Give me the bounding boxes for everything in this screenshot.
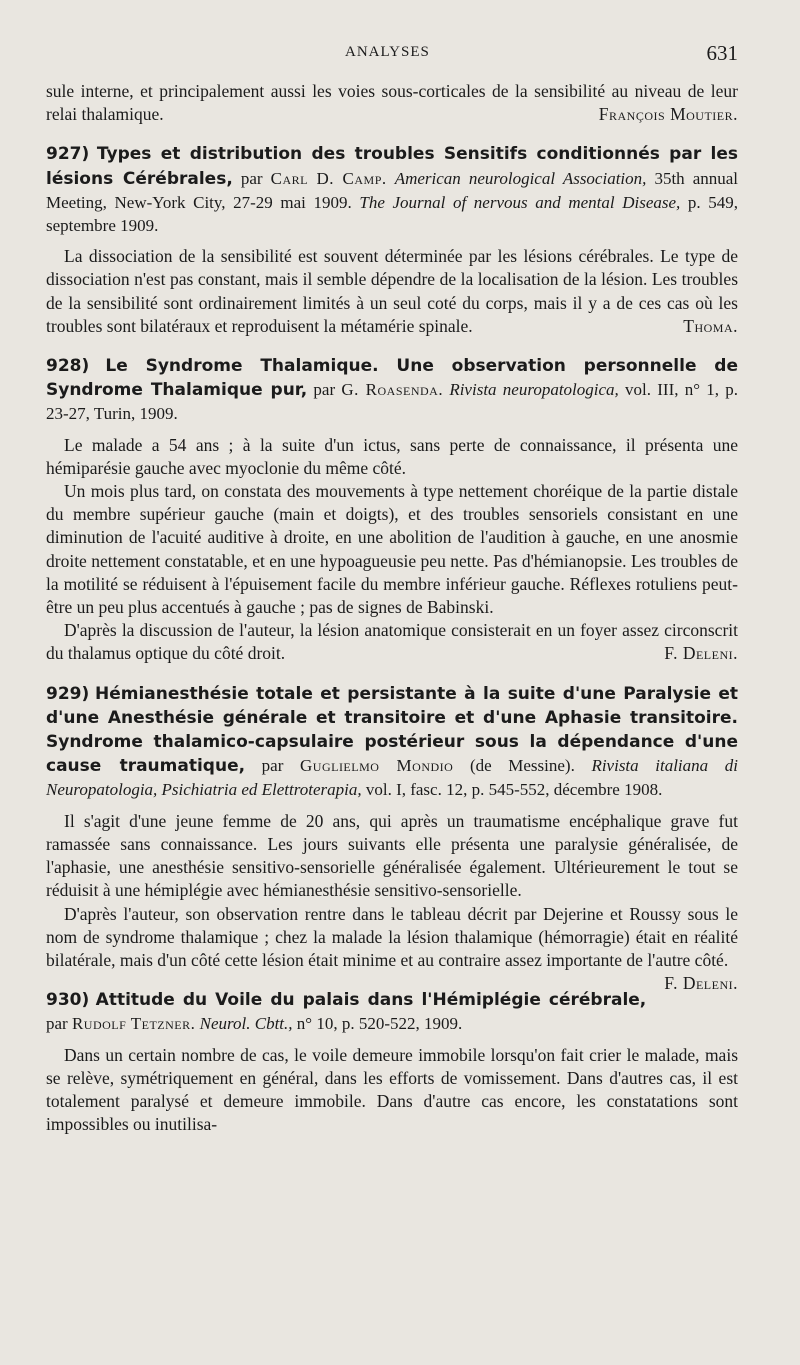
cite-prefix: par [313,380,336,400]
analysis-entry-927 [46,142,738,338]
cite-prefix: par [240,168,263,188]
entry-title: Attitude du Voile du palais dans l'Hémiplégie cérébrale, [95,990,647,1011]
paragraph-text: La dissociation de la sensibilité est souvent déterminée par les lésions cérébrales. Le type de dissociation n'est pas constant, mais il semble dépendre de la localisation de la lésion. Les troubles de la sensibilité sont ordinairement limités à un seul coté du corps, mais il y a de ces cas où les troubles sont bilatéraux et reproduisent la métamérie spinale. [46,246,738,336]
entry-paragraph: Dans un certain nombre de cas, le voile demeure immobile lorsqu'on fait crier le malade, mais se relève, symétriquement en général, dans les efforts de vomissement. Dans d'autres cas, il est totalement paralysé et demeure immobile. Dans d'autre cas encore, les constatations sont impossibles ou inutilisa- [46,1044,738,1135]
journal-name: Rivista italiana di Neuropatologia, Psichiatria ed Elettroterapia, [46,756,738,800]
entry-heading [46,682,738,802]
page-number: 631 [706,41,738,65]
entry-paragraph: Il s'agit d'une jeune femme de 20 ans, qui après un traumatisme encéphalique grave fut ramassée sans connaissance. Les jours suivants elle présenta une paralysie généralisée, de l'aphasie, une anesthésie sensitivo-sensorielle généralisée également. Ultérieurement le tout se réduisit à une hémiplégie avec hémianesthésie sensitivo-sensorielle. [46,810,738,901]
author-name: Guglielmo Mondio [300,756,454,776]
entry-heading [46,988,738,1035]
journal-name: Rivista neuropatologica, [449,380,619,400]
citation-details: n° 10, p. 520-522, 1909. [296,1014,463,1034]
page-header [0,41,800,68]
entry-heading [46,142,738,237]
citation-pages: p. 549, septembre 1909. [46,192,739,236]
entry-title: Le Syndrome Thalamique. Une observation personnelle de Syndrome Thalamique pur, [46,356,738,401]
signature: Thoma. [683,315,738,336]
analysis-entry-928 [46,354,738,666]
signature: F. Deleni. [664,973,738,994]
analysis-entry-929 [46,682,739,994]
journal-name-2: The Journal of nervous and mental Disease, [359,192,681,212]
continuation-text: sule interne, et principalement aussi les voies sous-corticales de la sensibilité au niveau de leur relai thalamique. [46,81,738,125]
entry-heading [46,354,738,426]
entry-title: Types et distribution des troubles Sensitifs conditionnés par les lésions Cérébrales, [46,144,738,189]
cite-prefix: par [46,1014,68,1034]
author-name: Rudolf Tetzner. [71,1014,196,1034]
citation-details: vol. I, fasc. 12, p. 545-552, décembre 1908. [365,780,663,800]
entry-number: 927) [46,144,90,165]
entry-number: 930) [46,990,90,1011]
entry-number: 928) [46,356,90,377]
entry-paragraph [46,245,738,338]
continuation-paragraph [46,80,738,126]
author-name: G. Roasenda. [341,380,444,400]
analysis-entry-930 [46,988,738,1136]
paragraph-text: D'après la discussion de l'auteur, la lésion anatomique consisterait en un foyer assez circonscrit du thalamus optique du côté droit. [46,620,738,664]
entry-paragraph: Le malade a 54 ans ; à la suite d'un ictus, sans perte de connaissance, il présenta une hémiparésie gauche avec myoclonie du même côté. [46,434,738,478]
entry-title: Hémianesthésie totale et persistante à la suite d'une Paralysie et d'une Anesthésie générale et transitoire et d'une Aphasie transitoire. Syndrome thalamico-capsulaire postérieur sous la dépendance d'une cause traumatique, [46,683,739,777]
citation-details: vol. III, n° 1, p. 23-27, Turin, 1909. [46,380,739,424]
cite-prefix: par [261,756,284,776]
entry-paragraph [46,903,738,994]
page-content [46,80,738,1136]
citation-details: 35th annual Meeting, New-York City, 27-29 mai 1909. [46,168,739,212]
running-title: ANALYSES [345,44,430,60]
signature: F. Deleni. [664,643,738,664]
author-affiliation: (de Messine). [469,756,575,776]
entry-paragraph [46,619,738,665]
author-name: Carl D. Camp. [270,168,387,188]
signature: François Moutier. [598,104,738,125]
journal-name: American neurological Association, [394,168,647,188]
entry-number: 929) [46,683,90,704]
paragraph-text: D'après l'auteur, son observation rentre dans le tableau décrit par Dejerine et Roussy sous le nom de syndrome thalamique ; chez la malade la lésion thalamique (hémorragie) était en réalité bilatérale, mais d'un côté cette lésion était minime et au contraire assez importante de l'autre côté. [46,903,738,970]
journal-name: Neurol. Cbtt., [199,1014,293,1034]
entry-paragraph: Un mois plus tard, on constata des mouvements à type nettement choréique de la partie distale du membre supérieur gauche (main et doigts), et des troubles sensoriels consistant en une diminution de l'acuité auditive à droite, en une abolition de l'audition à gauche, en une anosmie droite nettement constatable, et en une hypoagueusie peu nette. Pas d'hémianopsie. Les troubles de la motilité se réduisent à l'épuisement facile du membre inférieur gauche. Réflexes rotuliens peut-être un peu plus accentués à gauche ; pas de signes de Babinski. [46,481,738,618]
